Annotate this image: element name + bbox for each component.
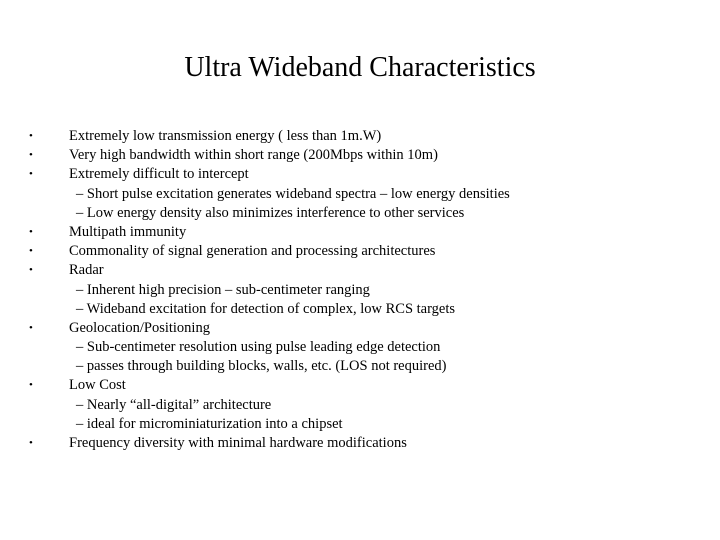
sub-bullet-item bbox=[0, 204, 720, 223]
sub-bullet-text: – ideal for microminiaturization into a chipset bbox=[76, 415, 343, 432]
bullet-text: Frequency diversity with minimal hardware modifications bbox=[69, 435, 407, 451]
bullet-icon: • bbox=[29, 321, 33, 334]
bullet-item bbox=[0, 127, 720, 146]
sub-bullet-item bbox=[0, 357, 720, 376]
bullet-icon: • bbox=[29, 437, 33, 449]
bullet-icon: • bbox=[29, 264, 33, 277]
sub-bullet-text: – passes through building blocks, walls, etc. (LOS not required) bbox=[76, 358, 447, 375]
bullet-icon: • bbox=[29, 379, 33, 392]
bullet-text: Commonality of signal generation and processing architectures bbox=[69, 243, 436, 260]
bullet-item bbox=[0, 146, 720, 165]
bullet-text: Extremely low transmission energy ( less than 1m.W) bbox=[69, 128, 382, 144]
bullet-text: Geolocation/Positioning bbox=[69, 319, 210, 336]
sub-bullet-text: – Low energy density also minimizes interference to other services bbox=[76, 204, 465, 221]
bullet-text: Radar bbox=[69, 262, 104, 279]
sub-bullet-item bbox=[0, 281, 720, 300]
bullet-text: Low Cost bbox=[69, 377, 126, 394]
bullet-icon: • bbox=[29, 149, 33, 162]
bullet-icon: • bbox=[29, 130, 33, 142]
bullet-item bbox=[0, 261, 720, 280]
bullet-item bbox=[0, 242, 720, 261]
bullet-icon: • bbox=[29, 168, 33, 181]
slide-title: Ultra Wideband Characteristics bbox=[184, 52, 536, 83]
bullet-item bbox=[0, 223, 720, 242]
sub-bullet-item bbox=[0, 396, 720, 415]
bullet-text: Very high bandwidth within short range (200Mbps within 10m) bbox=[69, 147, 438, 164]
bullet-icon: • bbox=[29, 245, 33, 258]
sub-bullet-text: – Short pulse excitation generates wideband spectra – low energy densities bbox=[76, 185, 510, 202]
sub-bullet-text: – Inherent high precision – sub-centimeter ranging bbox=[76, 281, 370, 298]
sub-bullet-item bbox=[0, 300, 720, 319]
sub-bullet-item bbox=[0, 338, 720, 357]
bullet-text: Extremely difficult to intercept bbox=[69, 166, 249, 183]
sub-bullet-text: – Sub-centimeter resolution using pulse leading edge detection bbox=[76, 339, 441, 356]
bullet-item bbox=[0, 319, 720, 338]
sub-bullet-text: – Nearly “all-digital” architecture bbox=[76, 396, 272, 413]
bullet-item bbox=[0, 376, 720, 395]
bullet-icon: • bbox=[29, 225, 33, 238]
bullet-item bbox=[0, 165, 720, 184]
sub-bullet-text: – Wideband excitation for detection of complex, low RCS targets bbox=[76, 300, 456, 317]
sub-bullet-item bbox=[0, 185, 720, 204]
sub-bullet-item bbox=[0, 415, 720, 434]
bullet-text: Multipath immunity bbox=[69, 223, 187, 240]
bullet-item bbox=[0, 434, 720, 453]
bullet-list bbox=[0, 127, 720, 453]
